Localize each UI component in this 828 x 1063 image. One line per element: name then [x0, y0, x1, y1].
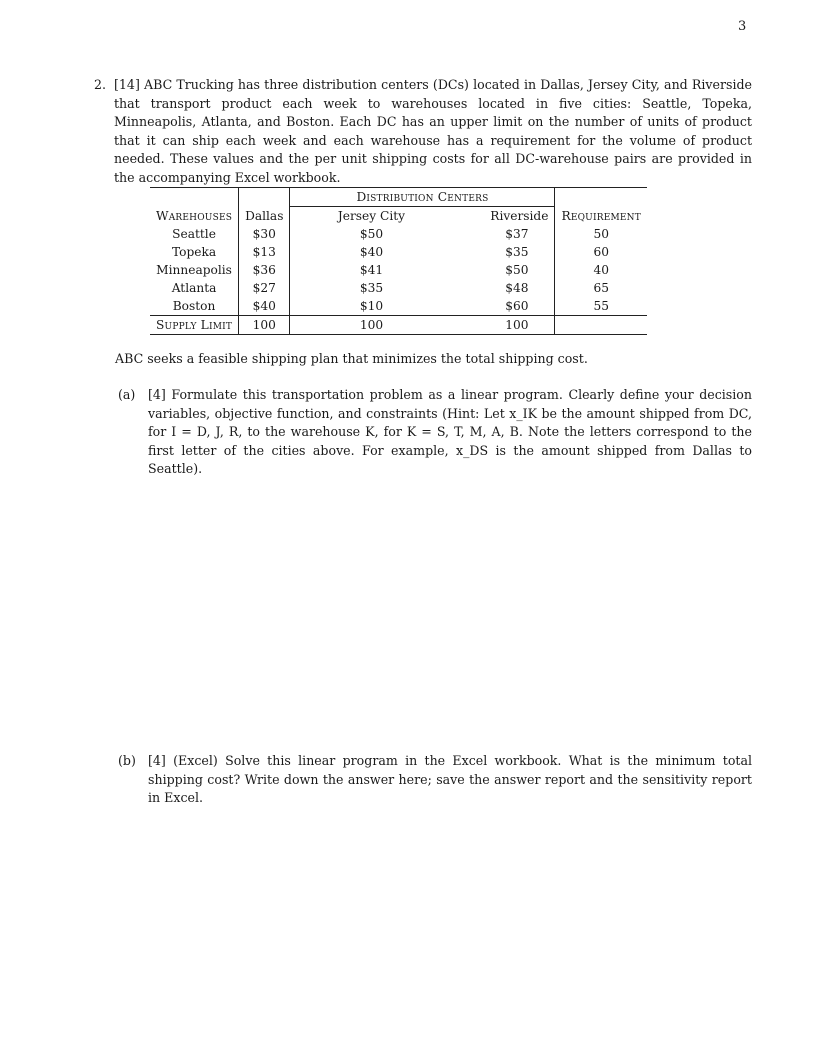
cost-cell: $36	[239, 261, 290, 279]
requirement-cell: 65	[555, 279, 647, 297]
cost-cell: $35	[505, 245, 529, 259]
cost-cell: $13	[239, 243, 290, 261]
supply-cell: 100	[452, 316, 555, 335]
part-a	[118, 386, 752, 479]
cost-cell: $35	[359, 281, 384, 295]
requirement-cell: 50	[555, 225, 647, 243]
warehouses-header: Warehouses	[150, 207, 239, 226]
column-header-dallas: Dallas	[239, 207, 290, 226]
cost-cell: $37	[505, 227, 529, 241]
warehouse-name: Topeka	[150, 243, 239, 261]
cost-cell: $27	[239, 279, 290, 297]
warehouse-name: Seattle	[150, 225, 239, 243]
cost-cell: $30	[239, 225, 290, 243]
part-a-label: (a)	[118, 387, 136, 402]
cost-cell: $40	[359, 245, 384, 259]
requirement-header: Requirement	[555, 207, 647, 226]
warehouse-name: Atlanta	[150, 279, 239, 297]
distribution-centers-header: Distribution Centers	[290, 188, 555, 207]
problem-statement	[94, 76, 752, 187]
page-number: 3	[738, 19, 747, 34]
requirement-cell: 55	[555, 297, 647, 316]
requirement-cell: 40	[555, 261, 647, 279]
column-header-jersey-city: Jersey City	[337, 209, 406, 223]
shipping-cost-table	[150, 187, 647, 335]
column-header-riverside: Riverside	[490, 209, 549, 223]
cost-cell: $41	[359, 263, 384, 277]
part-b-label: (b)	[118, 753, 136, 768]
supply-cell: 100	[290, 316, 453, 335]
problem-text: [14] ABC Trucking has three distribution centers (DCs) located in Dallas, Jersey City, and Riverside that transport product each week to warehouses located in five cities: Seattle, Topeka, Minneapolis, Atlanta, and Boston. Each DC has an upper limit on the number of units of product that it can ship each week and each warehouse has a requirement for the volume of product needed. These values and the per unit shipping costs for all DC-warehouse pairs are provided in the accompanying Excel workbook.	[114, 77, 752, 185]
warehouse-name: Minneapolis	[150, 261, 239, 279]
cost-cell: $10	[290, 297, 453, 316]
cost-cell: $48	[505, 281, 529, 295]
cost-cell: $60	[452, 297, 555, 316]
part-b	[118, 752, 752, 808]
part-a-text: [4] Formulate this transportation problem as a linear program. Clearly define your decision variables, objective function, and constraints (Hint: Let x_IK be the amount shipped from DC, for I = D, J, R, to the warehouse K, for K = S, T, M, A, B. Note the letters correspond to the first letter of the cities above. For example, x_DS is the amount shipped from Dallas to Seattle).	[148, 387, 752, 476]
objective-statement: ABC seeks a feasible shipping plan that minimizes the total shipping cost.	[115, 351, 588, 366]
requirement-cell: 60	[555, 243, 647, 261]
supply-cell: 100	[239, 316, 290, 335]
cost-cell: $40	[239, 297, 290, 316]
supply-limit-label: Supply Limit	[150, 316, 239, 335]
part-b-text: [4] (Excel) Solve this linear program in the Excel workbook. What is the minimum total shipping cost? Write down the answer here; save the answer report and the sensitivity report in Excel.	[148, 753, 752, 805]
cost-cell: $50	[359, 227, 384, 241]
cost-cell: $50	[505, 263, 529, 277]
warehouse-name: Boston	[150, 297, 239, 316]
problem-number: 2.	[94, 77, 107, 92]
